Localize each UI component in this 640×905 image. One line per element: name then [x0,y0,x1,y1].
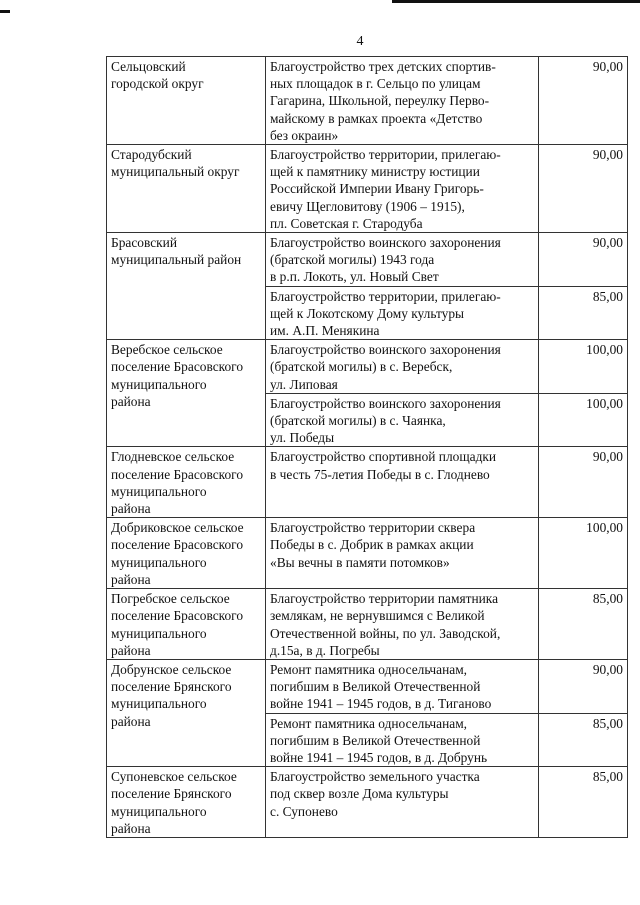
amount-value: 90,00 [592,661,623,677]
municipality-line: района [111,393,151,409]
project-description-line: без окраин» [270,127,339,143]
municipality-cell [107,767,266,838]
project-description-line: Благоустройство воинского захоронения [270,342,501,358]
amount-value: 90,00 [592,59,623,74]
amount-cell [539,57,628,145]
amount-cell [539,659,628,713]
amount-value: 100,00 [586,520,623,536]
project-description-cell [266,57,539,145]
project-description-line: Благоустройство трех детских спортив- [270,59,496,74]
municipality-line: муниципального [111,625,207,641]
amount-cell [539,340,628,394]
amount-cell [539,145,628,233]
municipality-cell [107,518,266,589]
municipality-cell [107,589,266,660]
municipality-line: Погребское сельское [111,591,230,607]
project-description-line: ул. Липовая [270,376,338,392]
amount-value: 100,00 [586,395,623,411]
allocation-table-body [107,57,628,838]
amount-value: 85,00 [592,769,623,785]
project-description-cell [266,340,539,394]
municipality-line: муниципальный район [111,252,242,268]
project-description-line: Благоустройство спортивной площадки [270,449,497,465]
municipality-line: поселение Брянского [111,786,232,802]
municipality-line: муниципальный округ [111,164,240,180]
project-description-cell [266,767,539,838]
municipality-line: района [111,642,151,658]
project-description-line: Ремонт памятника односельчанам, [270,715,468,731]
project-description-line: Благоустройство территории сквера [270,520,476,536]
project-description-line: в честь 75-летия Победы в с. Глоднево [270,466,490,482]
top-edge-bar [392,0,640,3]
municipality-line: Добриковское сельское [111,520,244,536]
municipality-line: Сельцовский [111,59,186,74]
municipality-line: района [111,713,151,729]
municipality-cell [107,57,266,145]
amount-value: 85,00 [592,715,623,731]
project-description-line: землякам, не вернувшимся с Великой [270,608,485,624]
amount-value: 90,00 [592,147,623,163]
municipality-line: Стародубский [111,147,192,163]
project-description-line: пл. Советская г. Стародуба [270,215,423,231]
project-description-line: в р.п. Локоть, ул. Новый Свет [270,269,439,285]
municipality-line: муниципального [111,554,207,570]
amount-cell [539,286,628,340]
municipality-line: поселение Брасовского [111,466,244,482]
project-description-line: с. Супонево [270,803,338,819]
page-number: 4 [356,34,364,49]
amount-cell [539,233,628,287]
amount-cell [539,393,628,447]
project-description-line: Победы в с. Добрик в рамках акции [270,537,474,553]
project-description-line: (братской могилы) 1943 года [270,252,435,268]
municipality-cell [107,340,266,447]
municipality-line: Добрунское сельское [111,661,232,677]
project-description-line: им. А.П. Менякина [270,323,380,339]
municipality-line: Супоневское сельское [111,769,237,785]
project-description-line: Благоустройство воинского захоронения [270,395,501,411]
project-description-cell [266,393,539,447]
project-description-line: майскому в рамках проекта «Детство [270,110,483,126]
project-description-line: евичу Щегловитову (1906 – 1915), [270,198,465,214]
municipality-line: поселение Брасовского [111,608,244,624]
municipality-cell [107,447,266,518]
project-description-line: щей к памятнику министру юстиции [270,164,480,180]
municipality-line: поселение Брянского [111,679,232,695]
project-description-line: погибшим в Великой Отечественной [270,732,481,748]
table-row [107,659,628,713]
project-description-cell [266,145,539,233]
table-row [107,233,628,287]
project-description-line: войне 1941 – 1945 годов, в д. Добрунь [270,749,488,765]
table-row [107,340,628,394]
amount-value: 85,00 [592,288,623,304]
amount-cell [539,713,628,767]
project-description-line: Благоустройство территории, прилегаю- [270,147,501,163]
municipality-line: района [111,820,151,836]
amount-cell [539,589,628,660]
project-description-line: погибшим в Великой Отечественной [270,679,481,695]
project-description-line: Благоустройство территории памятника [270,591,499,607]
project-description-line: Ремонт памятника односельчанам, [270,661,468,677]
amount-cell [539,447,628,518]
project-description-line: Отечественной войны, по ул. Заводской, [270,625,501,641]
table-row [107,518,628,589]
project-description-line: войне 1941 – 1945 годов, в д. Тиганово [270,696,492,712]
allocation-table [106,56,628,838]
project-description-line: под сквер возле Дома культуры [270,786,449,802]
project-description-cell [266,286,539,340]
municipality-line: Брасовский [111,235,177,251]
table-row [107,57,628,145]
project-description-line: Благоустройство территории, прилегаю- [270,288,501,304]
municipality-line: района [111,501,151,517]
amount-cell [539,767,628,838]
municipality-line: муниципального [111,376,207,392]
project-description-cell [266,233,539,287]
project-description-cell [266,518,539,589]
municipality-line: муниципального [111,696,207,712]
municipality-line: муниципального [111,483,207,499]
amount-value: 90,00 [592,449,623,465]
municipality-cell [107,233,266,340]
project-description-line: Гагарина, Школьной, переулку Перво- [270,93,490,109]
project-description-line: Благоустройство земельного участка [270,769,480,785]
amount-cell [539,518,628,589]
municipality-line: поселение Брасовского [111,359,244,375]
municipality-line: поселение Брасовского [111,537,244,553]
project-description-line: щей к Локотскому Дому культуры [270,305,465,321]
project-description-line: (братской могилы) в с. Чаянка, [270,413,446,429]
table-row [107,767,628,838]
municipality-cell [107,145,266,233]
table-row [107,589,628,660]
amount-value: 90,00 [592,235,623,251]
project-description-line: ул. Победы [270,430,335,446]
table-row [107,447,628,518]
project-description-line: «Вы вечны в памяти потомков» [270,554,450,570]
project-description-line: ных площадок в г. Сельцо по улицам [270,76,481,92]
project-description-line: Российской Империи Ивану Григорь- [270,181,484,197]
project-description-line: Благоустройство воинского захоронения [270,235,501,251]
municipality-line: района [111,571,151,587]
municipality-line: муниципального [111,803,207,819]
left-margin-mark [0,10,10,13]
municipality-line: Глодневское сельское [111,449,235,465]
municipality-line: городской округ [111,76,204,92]
municipality-cell [107,659,266,766]
project-description-line: д.15а, в д. Погребы [270,642,380,658]
project-description-cell [266,713,539,767]
project-description-cell [266,589,539,660]
project-description-cell [266,447,539,518]
table-row [107,145,628,233]
amount-value: 100,00 [586,342,623,358]
project-description-cell [266,659,539,713]
municipality-line: Веребское сельское [111,342,223,358]
project-description-line: (братской могилы) в с. Веребск, [270,359,453,375]
amount-value: 85,00 [592,591,623,607]
